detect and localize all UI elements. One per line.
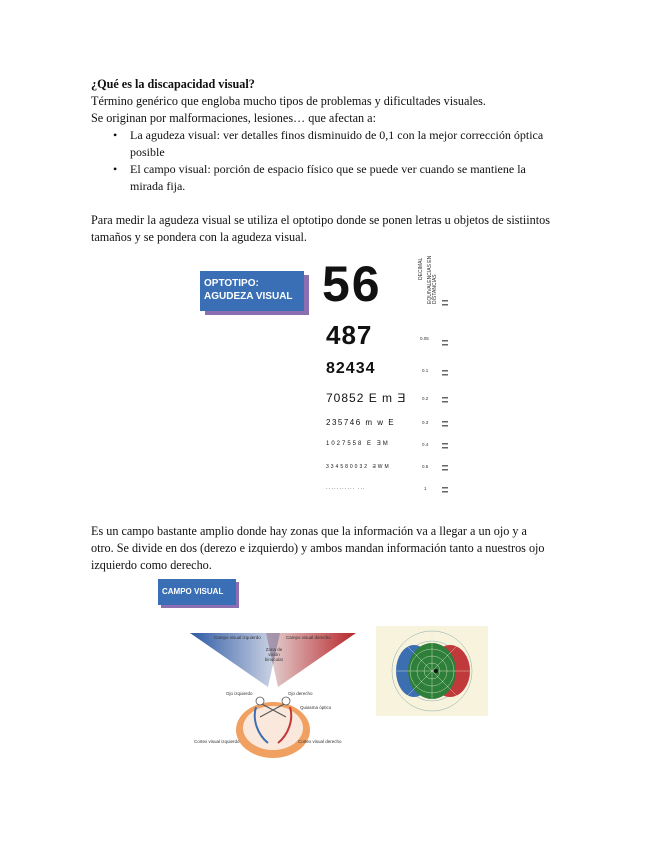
- bullet-2-line-2: mirada fija.: [130, 179, 186, 193]
- decimal-row-3: 0.1: [422, 368, 429, 373]
- perimetry-graphic: [376, 626, 488, 716]
- label-right-field: Campo visual derecho: [286, 635, 331, 640]
- para-campo-line-1: Es un campo bastante amplio donde hay zonas que la información va a llegar a un ojo y a: [91, 524, 527, 538]
- label-left-eye: Ojo izquierdo: [226, 691, 253, 696]
- optotipo-figure: [196, 250, 466, 500]
- perimetry-chart: [376, 626, 488, 716]
- campo-label: CAMPO VISUAL: [162, 587, 224, 596]
- bullet-dot: •: [113, 128, 118, 142]
- decimal-row-4: 0.2: [422, 396, 429, 401]
- label-right-eye: Ojo derecho: [288, 691, 313, 696]
- intro-line-1: Término genérico que engloba mucho tipos de problemas y dificultades visuales.: [91, 94, 486, 108]
- label-right-cortex: Cortex visual derecho: [298, 739, 342, 744]
- para-campo-line-3: izquierdo como derecho.: [91, 558, 212, 572]
- optotipo-row-5: 235746 m w E: [326, 418, 396, 427]
- visual-pathway-diagram: [188, 625, 358, 760]
- decimal-row-5: 0.3: [422, 420, 429, 425]
- label-left-field: Campo visual izquierdo: [214, 635, 261, 640]
- decimal-row-7: 0.5: [422, 464, 429, 469]
- label-left-cortex: Cortex visual izquierdo: [194, 739, 240, 744]
- optotipo-row-8: ··········· ···: [326, 486, 366, 492]
- optotipo-row-4: 70852 E m Ǝ: [326, 391, 407, 405]
- optotipo-label-line-1: OPTOTIPO:: [204, 278, 259, 289]
- bullet-1-line-1: La agudeza visual: ver detalles finos disminuido de 0,1 con la mejor corrección óptica: [130, 128, 544, 142]
- optotipo-row-7: 334580032 ƎWM: [326, 464, 391, 470]
- bullet-dot: •: [113, 162, 118, 176]
- optotipo-row-2: 487: [326, 320, 373, 350]
- optotipo-row-1: 56: [322, 256, 382, 312]
- optotipo-label-line-2: AGUDEZA VISUAL: [204, 291, 293, 302]
- header-equivalencias: EQUIVALENCIAS EN DISTANCIAS: [427, 255, 438, 304]
- para-campo-line-2: otro. Se divide en dos (derezo e izquierdo) y ambos mandan información tanto a nuestros ojo: [91, 541, 545, 555]
- equivalence-marks: [196, 250, 466, 500]
- bullet-2-line-1: El campo visual: porción de espacio físico que se puede ver cuando se mantiene la: [130, 162, 526, 176]
- decimal-row-6: 0.4: [422, 442, 429, 447]
- label-overlap: Zona de visión binocular: [264, 647, 284, 662]
- header-decimal: DECIMAL: [418, 257, 424, 280]
- label-chiasm: Quiasma óptico: [300, 705, 332, 710]
- bullet-1-line-2: posible: [130, 145, 165, 159]
- decimal-row-2: 0.05: [420, 336, 429, 341]
- optotipo-row-3: 82434: [326, 360, 376, 377]
- intro-line-2: Se originan por malformaciones, lesiones… que afectan a:: [91, 111, 376, 125]
- optotipo-row-6: 1027558 E ƎM: [326, 441, 390, 447]
- para-agudeza-line-2: tamaños y se pondera con la agudeza visual.: [91, 230, 307, 244]
- para-agudeza-line-1: Para medir la agudeza visual se utiliza el optotipo donde se ponen letras u objetos de sistiintos: [91, 213, 550, 227]
- decimal-row-8: 1: [424, 486, 427, 491]
- heading: ¿Qué es la discapacidad visual?: [91, 77, 255, 91]
